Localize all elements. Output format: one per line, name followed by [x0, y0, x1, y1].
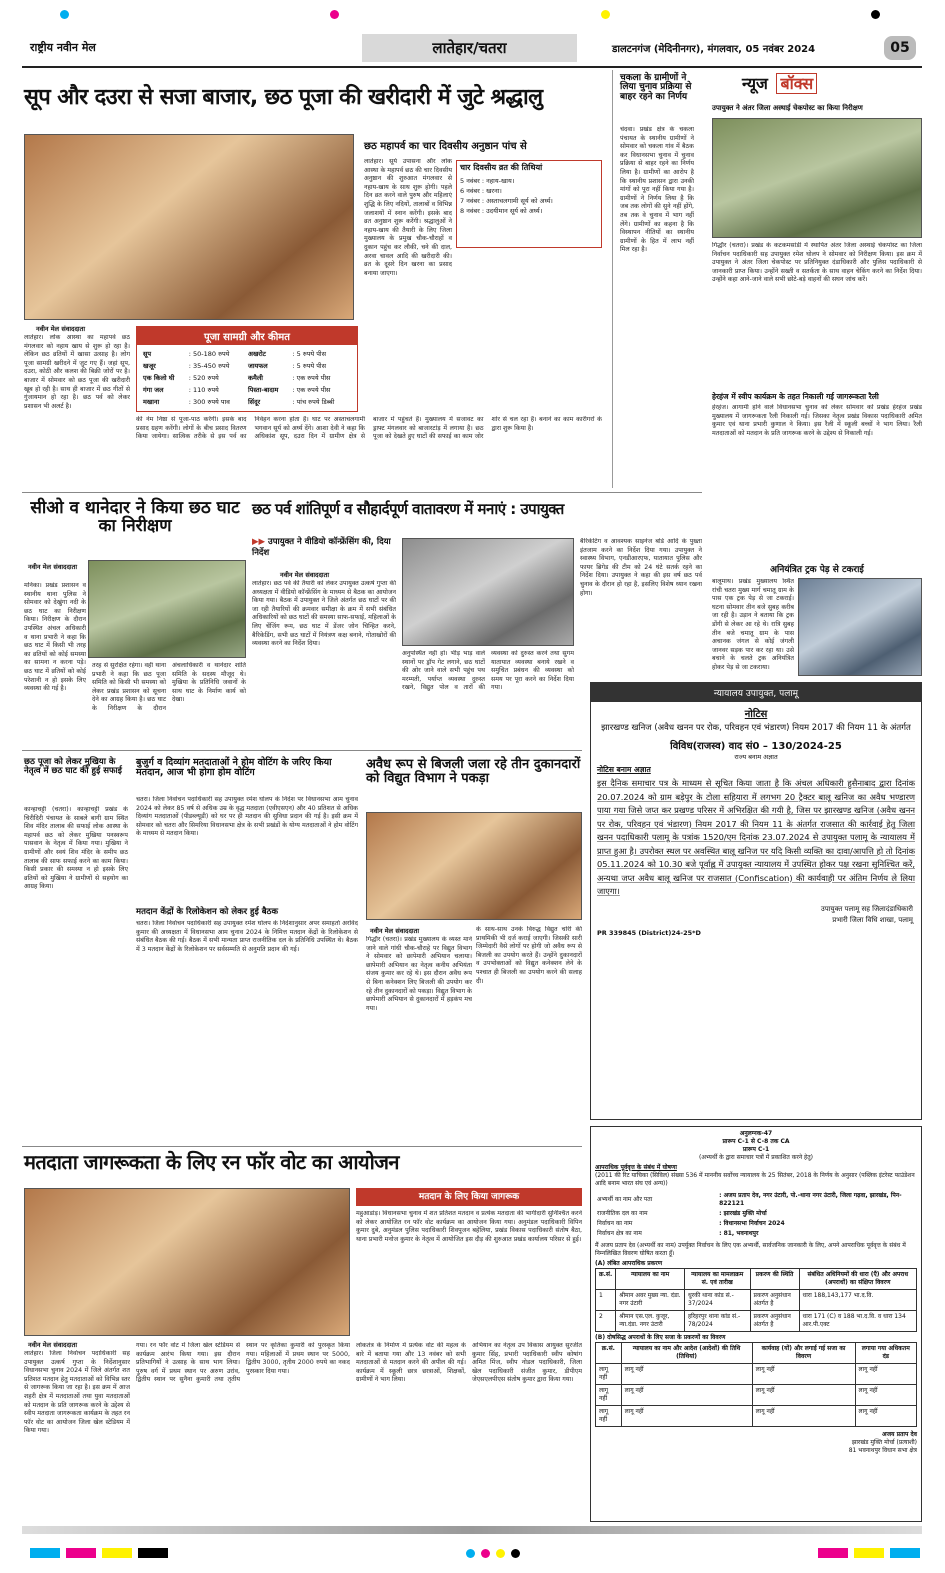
price-row: गंगा जल : 110 रुपये पिस्ता-बादाम : एक रुपये पीस [143, 386, 331, 394]
power-body-2-text: के साथ-साथ उनके विरुद्ध विद्युत चोरी की प्राथमिकी भी दर्ज कराई जाएगी। जिसकी सारी जिम्मेदारी वैसे लोगों पर होगी जो अवैध रूप से बिजली का उपयोग करते हैं। उन्होंने दुकानदारों व उपभोक्ताओं को विद्युत कनेक्शन लेने के पश्चात ही बिजली का उपयोग करने की सलाह दी। [476, 926, 582, 985]
lead-byline: नवीन मेल संवाददाता [36, 325, 85, 333]
magenta-swatch [818, 1548, 848, 1558]
elders-body [136, 796, 358, 904]
page-number: 05 [890, 40, 910, 56]
elders-body-text: चतरा। जिला निर्वाचन पदाधिकारी सह उपायुक्त रमेश घोलप के निर्देश पर विधानसभा आम चुनाव 2024 को लेकर 85 वर्ष से अधिक उम्र के वृद्ध मतदाता (एवीएसएन) और 40 प्रतिशत से अधिक दिव्यांग मतदाताओं (पीडब्ल्यूडी) को घर पर ही मतदान की सुविधा प्रदान की गई है। इसी क्रम में सोमवार को चतरा और सिमरिया विधानसभा क्षेत्र के सभी प्रखंडों के योग्य मतदाताओं ने होम वोटिंग के माध्यम से मतदान किया। [136, 796, 358, 838]
candidate-declaration [590, 1126, 922, 1522]
convictions-table [595, 1342, 917, 1427]
form-b-title: (B) दोषसिद्ध अपराधों के लिए सजा के प्रकरणों का विवरण [595, 1334, 726, 1341]
color-registration-bottom [30, 1548, 920, 1558]
awareness-body-2-text: लोकतंत्र के निर्माण में प्रत्येक वोट की महत्व के बारे में बताया गया और 13 नवंबर को सभी मतदाताओं से मतदान करने की अपील की गई। कार्यक्रम में स्कूली छात्र छात्राओं, शिक्षकों, ग्रामीणों ने भाग लिया। [356, 1342, 466, 1384]
notice-header: न्यायालय उपायुक्त, पलामू [591, 683, 921, 702]
checkpost-photo [712, 118, 922, 238]
power-byline: नवीन मेल संवाददाता [370, 927, 419, 935]
dates-box [456, 160, 602, 248]
rally-body-text: हेरहंज। आगामी होने वाले विधानसभा चुनाव को लेकर सोमवार को प्रखंड हेरहंज प्रखंड मुख्यालय में जागरूकता रैली निकाली गई। जिसका नेतृत्व प्रखंड विकास पदाधिकारी अमित कुमार एवं थाना प्रभारी कुणाल ने किया। इस रैली में स्कूली बच्चों ने भाग लिया। रैली मतदाताओं को मतदान के प्रति जागरूक करने के उद्देश्य से निकाली गई। [712, 404, 922, 437]
notice-sign: उपायुक्त पलामू सह जिलादंडाधिकारी [820, 904, 913, 913]
rally-headline: हेरहंज में स्वीप कार्यक्रम के तहत निकाली गई जागरूकता रैली [712, 392, 879, 401]
power-body-2 [476, 926, 582, 1140]
yellow-swatch [102, 1548, 132, 1558]
form-top-4: (अभ्यर्थी के द्वारा समाचार पत्रों में प्रकाशित करने हेतु) [698, 1154, 813, 1161]
run-for-vote-photo [24, 1188, 350, 1336]
dates-item: 5 नवंबर : नहाय-खाय। [460, 176, 515, 185]
dc-subhead-text: उपायुक्त ने वीडियो कॉन्फ्रेंसिंग की, दिया निर्देश [252, 537, 391, 558]
form-title: आपराधिक पूर्ववृत्त के संबंध में घोषणा [595, 1164, 677, 1171]
table-row: 1 श्रीमान अवर मुख्य न्या. दंडा. नगर उंटारी धुरकी थाना कांड सं.- 37/2024 प्रकरण अनुसंधान अंतर्गत है धारा 188,143,177 भा.द.वि. [596, 1290, 917, 1311]
bottom-strip [22, 1526, 922, 1534]
magenta-swatch [66, 1548, 96, 1558]
market-photo [24, 134, 354, 320]
notice-sub: नोटिस बनाम अज्ञात [597, 765, 651, 774]
black-dot [871, 10, 880, 19]
notice-case: विविध(राजस्व) वाद सं0 – 130/2024-25 [670, 741, 842, 752]
dc-headline: छठ पर्व शांतिपूर्ण व सौहार्दपूर्ण वातावरण में मनाएं : उपायुक्त [252, 500, 564, 518]
masthead-bar [22, 34, 922, 64]
price-row: मखाना : 300 रुपये पाव सिंदूर : पांच रुपये डिब्बी [143, 398, 335, 406]
price-row: खजूर : 35-450 रुपये जायफल : 5 रुपये पीस [143, 362, 327, 370]
table-header: क्र.सं. न्यायालय का नाम न्यायालय का मामलाक्रम सं. एवं तारीख प्रकरण की स्थिति संबंधित अधिनियमों की धारा (एँ) और अपराध (अपराधों) का संक्षिप्त विवरण [596, 1269, 917, 1290]
price-row: एक किलो घी : 520 रुपये कमैली : एक रुपये पीस [143, 374, 331, 382]
magenta-dot [481, 1549, 490, 1558]
chakla-body [620, 126, 694, 482]
table-row: 2 श्रीमान एस.एल. कुजूर, न्या.दंडा. नगर उंटारी हरिहरपुर थाना कांड सं.- 78/2024 प्रकरण अनुसंधान अंतर्गत है धारा 171 (C) व 188 भा.द.वि. व धारा 134 आर.पी.एक्ट [596, 1311, 917, 1332]
awareness-body-2 [356, 1342, 466, 1518]
cyan-swatch [890, 1548, 920, 1558]
price-row: सूप : 50-180 रुपये अखरोट : 5 रुपये पीस [143, 350, 327, 358]
price-box-title: पूजा सामग्री और कीमत [137, 327, 357, 345]
form-intro: (2011 की रिट याचिका (सिविल) संख्या 536 में माननीय सर्वोच्च न्यायालय के 25 सितंबर, 2018 के निर्णय के अनुसार (पब्लिक इंटरेस्ट फाउंडेशन आदि बनाम भारत संघ एवं अन्य)) [595, 1172, 915, 1187]
dc-body-2-text: अनुपस्थित नहीं हो। भीड़ भाड़ वाले स्थानों पर ड्रॉप गेट लगाने, छठ घाटों की ओर जाने वाले सभी पहुंच पथ मरम्मती, पर्याप्त व्यवस्था दुरुस्त रखने, विद्युत पोल व तारों की व्यवस्था को दुरुस्त करने तथा सुगम यातायात व्यवस्था बनाये रखने व समुचित प्रबंधन की व्यवस्था को समय पर पूरा करने का निर्देश दिया गया। [402, 650, 574, 692]
mukhiya-body-text: कान्हाचट्टी (चतरा)। कान्हाचट्टी प्रखंड के चिरीदिरी पंचायत के साबले बागी ग्राम स्थित शिव मंदिर तालाब की सफाई लोक आस्था के महापर्व छठ को लेकर मुखिया पनस्वरूप पासवान के नेतृत्व में किया गया। मुखिया ने ग्रामीणों और स्वयं शिव मंदिर के समीप छठ तालाब की साफ सफाई करने का काम किया। किसी प्रकार की समस्या न हो इसके लिए व्रतियों को मुखिया ने ग्रामीणों से सहयोग का आग्रह किया। [24, 806, 128, 891]
notice-law: झारखण्ड खनिज (अवैध खनन पर रोक, परिवहन एवं भंडारण) नियम 2017 की नियम 11 के अंतर्गत [601, 723, 911, 733]
mid-rule-2 [22, 750, 582, 751]
chakla-headline: चकला के ग्रामीणों ने लिया चुनाव प्रक्रिया से बाहर रहने का निर्णय [620, 73, 692, 102]
chakla-body-text: चंदवा। प्रखंड क्षेत्र के चकला पंचायत के स्थानीय ग्रामीणों ने सोमवार को चकला गांव में बैठक कर विधानसभा चुनाव में चुनाव प्रक्रिया से बाहर रहने का निर्णय लिया है। ग्रामीणों का आरोप है कि स्थानीय प्रशासन द्वारा उनकी मांगों को पूरा नहीं किया गया है। ग्रामीणों ने निर्णय लिया है कि जब तक लोगों की सुने नहीं होंगे, तब तक वे चुनाव में भाग नहीं लेंगे। ग्रामीणों का कहना है कि विस्थापन नीतियों का स्थानीय ग्रामीणों के हित में लाभ नहीं मिल रहा है। [620, 126, 694, 254]
form-sign-2: झारखंड मुक्ति मोर्चा (प्रत्याशी) [851, 1439, 917, 1446]
form-field-row: निर्वाचन का नाम : विधानसभा निर्वाचन 2024 [597, 1220, 785, 1227]
co-headline: सीओ व थानेदार ने किया छठ घाट का निरीक्षण [30, 498, 240, 536]
awareness-body-3 [472, 1342, 582, 1518]
lead-subhead: छठ महापर्व का चार दिवसीय अनुष्ठान पांच से [364, 141, 527, 152]
table-row: लागू नहीं लागू नहीं लागू नहीं लागू नहीं [596, 1364, 917, 1385]
table-row: लागू नहीं लागू नहीं लागू नहीं लागू नहीं [596, 1385, 917, 1406]
form-field-row: अभ्यर्थी का नाम और पता : अजय प्रताप देव, नगर उंटारी, पो.-थाना नगर उंटारी, जिला गढ़वा, झारखंड, पिन- 822121 [597, 1192, 902, 1207]
notice-pr: PR 339845 (District)24-25*D [597, 928, 701, 937]
form-top-1: अनुलग्नक-47 [739, 1130, 773, 1137]
run-body-text: लातेहार। जिला निर्वाचन पदाधिकारी सह उपायुक्त उत्कर्ष गुप्ता के निर्देशानुसार विधानसभा चुनाव 2024 में जिले अंतर्गत शत प्रतिशत मतदान हेतु मतदाताओं को विभिन्न स्तर से जागरूक किया जा रहा है। इस क्रम में आज शहरी क्षेत्र में मतदाताओं तथा युवा मतदाताओं को मतदान के प्रति जागरूक करने के उद्देश्य से स्वीप मतदाता जागरूकता कार्यक्रम के तहत रन फॉर वोट का आयोजन जिला खेल स्टेडियम में किया गया। [24, 1350, 130, 1435]
power-headline: अवैध रूप से बिजली जला रहे तीन दुकानदारों को विद्युत विभाग ने पकड़ा [366, 757, 581, 786]
truck-body [712, 578, 794, 676]
awareness-box [356, 1188, 582, 1206]
mid-rule-3 [22, 1146, 582, 1147]
section-band [362, 34, 577, 62]
lead-sub-body [364, 158, 602, 344]
co-body-2 [92, 662, 246, 742]
header-rule [22, 66, 922, 68]
form-field-row: निर्वाचन क्षेत्र का नाम : 81, भवनाथपुर [597, 1230, 759, 1237]
co-body-2-text: तरह से सुरक्षित रहेगा। वहीं थाना प्रभारी ने कहा कि छठ पूजा समिति को किसी भी समस्या को लेकर प्रखंड प्रशासन को सूचना देने का आग्रह किया है। छठ घाट के निरीक्षण के दौरान अंचलाधिकारी व थानेदार शांति समिति के सदस्य मौजूद थे। मुखिया के प्रतिनिधि जवानों के साथ घाट के निर्माण कार्य को देखा। [92, 662, 246, 712]
price-box [136, 326, 358, 412]
news-box-body [712, 242, 922, 390]
form-sign-1: अजय प्रताप देव [881, 1431, 917, 1438]
awareness-body-3-text: अभियान का नेतृत्व उप विकास आयुक्त सुरजीत कुमार सिंह, प्रभारी पदाधिकारी स्वीप कोषांग अमित मिंज, स्वीप नोडल पदाधिकारी, जिला खेल पदाधिकारी संजीत कुमार, डीपीएम जेएसएलपीएस संतोष कुमार द्वारा किया गया। [472, 1342, 582, 1384]
awareness-body-text: महुआडांड़। विधानसभा चुनाव में शत प्रतिशत मतदान व प्रत्येक मतदाता की भागीदारी सुनिश्चित करने को लेकर आयोजित रन फॉर वोट कार्यक्रम का आयोजन किया गया। अनुमंडल पदाधिकारी विपिन कुमार दुबे, अनुमंडल पुलिस पदाधिकारी शिवपूजन बहेलिया, प्रखंड विकास पदाधिकारी संतोष बैठा, थाना प्रभारी मनोज कुमार के नेतृत्व में आयोजित इस दौड़ की शुरुआत प्रखंड कार्यालय परिसर से हुई। [356, 1210, 582, 1243]
dc-body [252, 580, 396, 744]
run-body-2-text: गया। रन फॉर वोट में जिला खेल स्टेडियम से कार्यक्रम आरंभ किया गया। इस दौरान प्रतिभागियों ने उत्साह के साथ भाग लिया। पुरुष वर्ग में प्रथम स्थान पर अरुण उरांव, द्वितीय स्थान पर सुनैना कुमारी तथा तृतीय स्थान पर कृतिका कुमारी को पुरस्कृत किया गया। महिलाओं में प्रथम स्थान पर 5000, द्वितीय 3000, तृतीय 2000 रुपये का नकद पुरस्कार दिया गया। [136, 1342, 350, 1384]
mukhiya-body [24, 806, 128, 1140]
box-label: बॉक्स [776, 73, 817, 94]
mid-rule-1 [22, 492, 702, 493]
table-header: क्र.सं. न्यायालय का नाम और आदेश (आदेशों) की तिथि (तिथियां) कार्यवाह (यों) और लगाई गई सजा का विवरण लगाया गया अधिकतम दंड [596, 1343, 917, 1364]
form-top-3: प्रारूप C-1 [742, 1146, 770, 1153]
relocation-body [136, 920, 358, 1140]
notice-case-sub: राज्य बनाम अज्ञात [734, 753, 778, 761]
price-table [137, 345, 357, 411]
lead-body-2 [136, 416, 602, 482]
lead-body [24, 334, 130, 482]
dc-body-text: लातेहार। छठ पर्व की तैयारी को लेकर उपायुक्त उत्कर्ष गुप्ता की अध्यक्षता में वीडियो कॉन्फ्रेंसिंग के माध्यम से बैठक का आयोजन किया गया। बैठक में उपायुक्त ने जिले अंतर्गत छठ घाटों पर की जा रही तैयारियों की क्रमवार समीक्षा के क्रम में सभी संबंधित अधिकारियों को छठ घाटों की समस्या साफ-सफाई, महिलाओं के लिए चेंजिंग रूम, छठ घाट में डेंजर जोन चिन्हित करने, बैरिकेडिंग, सभी छठ घाटों में नियंत्रण कक्ष बनाने, गोताखोरों की व्यवस्था करने का निर्देश दिया। [252, 580, 396, 648]
dates-box-title: चार दिवसीय व्रत की तिथियां [460, 163, 543, 172]
black-swatch [138, 1548, 168, 1558]
form-field-row: राजनीतिक दल का नाम : झारखंड मुक्ति मोर्चा [597, 1210, 767, 1217]
mukhiya-headline: छठ पूजा को लेकर मुखिया के नेतृत्व में छठ घाट की हुई सफाई [24, 757, 122, 776]
arrow-icon: ▶▶ [252, 537, 269, 547]
truck-headline: अनियंत्रित ट्रक पेड़ से टकराई [770, 565, 864, 575]
news-box-body-text: गिद्धौर (चतरा)। प्रखंड के कटकमसांडी में स्थापित अंतर जिला अस्थाई चेकपोस्ट का जिला निर्वाचन पदाधिकारी सह उपायुक्त रमेश घोलप ने सोमवार को निरीक्षण किया। इस क्रम में उपायुक्त ने अंतर जिला चेकपोस्ट पर प्रतिनियुक्त दंडाधिकारी और पुलिस पदाधिकारी से जानकारी प्राप्त किया। उन्होंने सख्ती व सतर्कता के साथ वाहन चेकिंग करने का निर्देश दिया। उन्होंने कहा आने-जाने वाले सभी छोटे-बड़े वाहनों की सघन जांच करें। [712, 242, 922, 284]
court-notice [590, 682, 922, 1120]
run-headline: मतदाता जागरूकता के लिए रन फॉर वोट का आयोजन [24, 1150, 399, 1174]
ghat-inspection-photo [88, 560, 246, 658]
form-fields [595, 1190, 917, 1240]
co-byline: नवीन मेल संवाददाता [28, 563, 77, 571]
dc-subhead [252, 536, 402, 558]
table-row: लागू नहीं लागू नहीं लागू नहीं लागू नहीं [596, 1406, 917, 1427]
masthead: राष्ट्रीय नवीन मेल [30, 41, 96, 54]
awareness-title: मतदान के लिए किया जागरूक [357, 1189, 581, 1205]
dc-byline: नवीन मेल संवाददाता [280, 571, 329, 579]
form-a-title: (A) लंबित आपराधिक प्रकरण [595, 1260, 663, 1267]
lead-headline: सूप और दउरा से सजा बाजार, छठ पूजा की खरीदारी में जुटे श्रद्धालु [24, 85, 543, 110]
truck-photo [798, 578, 922, 676]
notice-title: नोटिस [744, 709, 768, 720]
lead-sub-body-text: लातेहार। सूर्य उपासना और लोक आस्था के महापर्व छठ की चार दिवसीय अनुष्ठान की शुरुआत मंगलवार से नहाय-खाय के साथ शुरू होगी। पहले दिन व्रत करने वाले पुरुष और महिलाएं शुद्धि के लिए नदियों, तालाबों व विभिन्न जलाशयों में स्नान करेंगी। इसके बाद व्रत अनुष्ठान शुरू करेंगी। श्रद्धालुओं ने नहाय-खाय की तैयारी के लिए जिला मुख्यालय के प्रमुख चौक-चौराहों व दुकान पहुंच कर लौकी, चने की दाल, अरवा चावल आदि की खरीदारी की। व्रत के दूसरे दिन खरना का प्रसाद बनाया जाएगा। [364, 158, 452, 277]
rally-body [712, 404, 922, 554]
form-top-2: प्रारूप C-1 से C-8 तक CA [722, 1138, 790, 1145]
awareness-body [356, 1210, 582, 1338]
truck-body-text: बालूमाथ। प्रखंड मुख्यालय स्थित रांची चतरा मुख्य मार्ग चमातू ग्राम के पास एक ट्रक पेड़ से जा टकराई। घटना सोमवार तीन बजे सुबह करीब जा रही है। उड़ान ने बताया कि ट्रक डोंगी से लेकर आ रहे थे। रात्रि सुबह तीन बजे चमातू ग्राम के पास अचानक जंगल से कोई जंगली जानवर सड़क पार कर रहा था। उसे बचाने के चलते ट्रक अनियंत्रित होकर पेड़ से जा टकराया। [712, 578, 794, 671]
pending-cases-table [595, 1268, 917, 1332]
magenta-dot [330, 10, 339, 19]
yellow-dot [496, 1549, 505, 1558]
black-dot [511, 1549, 520, 1558]
right-col-divider [612, 70, 613, 488]
yellow-swatch [854, 1548, 884, 1558]
news-label: न्यूज [742, 74, 768, 93]
dc-body-3-text: बैरिकेटिंग व आवश्यक साइनेज बोर्ड आदि के पुख्ता इंतजाम करने का निर्देश दिया गया। उपायुक्त ने स्वास्थ्य विभाग, एनडीआरएफ, यातायात पुलिस और फायर ब्रिगेड की टीम को 24 घंटे सतर्क रहने का निर्देश दिया। उपायुक्त ने कहा की इस वर्ष छठ पर्व चुनाव के दौरान हो रहा है, इसलिए विशेष ध्यान रखना होगा। [580, 538, 702, 597]
power-body [366, 936, 472, 1140]
cyan-swatch [30, 1548, 60, 1558]
co-body [24, 582, 86, 742]
dates-item: 6 नवंबर : खरना। [460, 186, 502, 195]
elders-headline: बुजुर्ग व दिव्यांग मतदाताओं ने होम वोटिंग के जरिए किया मतदान, आज भी होगा होम वोटिंग [136, 757, 332, 778]
news-box-label [742, 72, 817, 94]
section-title: लातेहार/चतरा [432, 39, 507, 57]
dateline: डालटनगंज (मेदिनीनगर), मंगलवार, 05 नवंबर 2024 [612, 44, 816, 55]
lead-body-text: लातेहार। लोक आस्था का महापर्व छठ मंगलवार को नहाय खाय से शुरू हो रहा है। लेकिन छठ व्रतियों में खासा उत्साह है। लोग पूजा सामग्री खरीदने में जुट गए हैं। जहां सूप, दउरा, कोठी और कलश की बिक्री जोरों पर है। बाजार में सोमवार को छठ पूजा की खरीदारी खूब हो रही है। साथ ही बाजार में छठ गीतों से गुंजायमान हो रहा है। छठ पर्व को लेकर प्रशासन भी अलर्ट है। [24, 334, 130, 410]
run-body-2 [136, 1342, 350, 1518]
yellow-dot [601, 10, 610, 19]
dates-item: 8 नवंबर : उदयीमान सूर्य को अर्घ्य। [460, 206, 543, 215]
cyan-dot [466, 1549, 475, 1558]
power-body-text: गिद्धौर (चतरा)। प्रखंड मुख्यालय के व्यस्त माने जाने वाले गांधी चौक-चौराहे पर विद्युत विभाग ने सोमवार को छापेमारी अभियान चलाया। छापेमारी अभियान का नेतृत्व कनीय अभियंता संजय कुमार कर रहे थे। इस दौरान अवैध रूप से बिना कनेक्शन लिए बिजली की उपयोग कर रहे तीन दुकानदारों को पकड़ा। विद्युत विभाग के छापेमारी अभियान से दुकानदारों में हड़कंप मच गया। [366, 936, 472, 1012]
notice-body: इस दैनिक समाचार पत्र के माध्यम से सूचित किया जाता है कि अंचल अधिकारी हुसैनाबाद द्वारा दिनांक 20.07.2024 को ग्राम बड़ेपुर के टोला सहियारा में लगभग 20 ट्रैक्टर बालू खनिज का अवैध भण्डारण पाया गया जिसे जप्त कर प्रखण्ड परिसर में अभिरक्षित की गयी है, जिस पर झारखण्ड खनिज (अवैध खनन पर रोक, परिवहन एवं भंडारण) नियम 2017 की नियम 11 के अंतर्गत राजसात की कार्रवाई हेतु जिला खनन पदाधिकारी पलामू के पत्रांक 1520/एम दिनांक 23.07.2024 से उपायुक्त पलामू के न्यायालय में प्राप्त हुआ है। उपरोक्त स्थल पर अवस्थित बालू खनिज पर यदि किसी व्यक्ति का दावा/आपत्ति हो तो दिनांक 05.11.2024 को 10.30 बजे पूर्वाह्न में उपायुक्त न्यायालय में उपस्थित होकर पक्ष रखना सुनिश्चित करें, अन्यथा जप्त अवैध बालू खनिज पर राजसात (Confiscation) की कार्यवाही पर अंतिम निर्णय ले लिया जाएगा। [597, 778, 915, 896]
dc-body-2 [402, 650, 574, 744]
dates-item: 7 नवंबर : अस्ताचलगामी सूर्य को अर्घ्य। [460, 196, 553, 205]
page-number-badge [884, 36, 916, 60]
lead-body-2-text: की नेम निष्ठा से पूजा-पाठ करेंगी। इसके बाद प्रसाद ग्रहण करेंगी। लोगों के बीच प्रसाद वितरण किया जायेगा। सात्विक तरीके से इस पर्व का निर्वहन करना होता है। घाट पर अस्ताचलगामी भगवान सूर्य को अर्घ्य देंगे। आशा देवी ने कहा कि अधिकांश सूप, दउरा दिन में ग्रामीण क्षेत्र से बाजार में पहुंचते हैं। मुख्यालय में सजावट का ड्राफ्ट मंगलवार को बाजारटांड़ में लगाया है। छठ पूजा को देखते हुए घाटों की सफाई का काम जोर शोर से चल रहा है। बनाने का काम कारीगरों के द्वारा शुरू किया है। [136, 416, 602, 441]
co-body-text: मनिका। प्रखंड प्रशासन व स्थानीय थाना पुलिस ने सोमवार को देखुंगा नदी के छठ घाट का निरीक्षण किया। निरीक्षण के दौरान उपस्थित अंचल अधिकारी व थाना प्रभारी ने कहा कि छठ घाट में किसी भी तरह का व्रतियों को कोई समस्या का सामना न करना पड़े। छठ घाट में व्रतियों को कोई परेशानी न हो इसके लिए व्यवस्था की गई है। [24, 582, 86, 693]
run-byline: नवीन मेल संवाददाता [28, 1341, 77, 1349]
video-conference-photo [402, 538, 574, 646]
run-body [24, 1350, 130, 1518]
color-registration-top [60, 10, 880, 19]
cyan-dot [60, 10, 69, 19]
form-declaration: मैं अजय प्रताप देव (अभ्यर्थी का नाम) उपर्युक्त निर्वाचन के लिए एक अभ्यर्थी, सार्वजनिक जानकारी के लिए, अपने आपराधिक पूर्ववृत्त के संबंध में निम्नलिखित विवरण घोषित करता हूँ। [595, 1242, 906, 1257]
relocation-body-text: चतरा। जिला निर्वाचन पदाधिकारी सह उपायुक्त रमेश घोलप के निर्देशानुसार अपर समाहर्ता अरविंद कुमार की अध्यक्षता में विधानसभा आम चुनाव 2024 के निमित्त मतदान केंद्रों के रिलोकेशन से संबंधित बैठक की गई। बैठक में सभी मान्यता प्राप्त राजनीतिक दल के प्रतिनिधि उपस्थित थे। बैठक में 3 मतदान केंद्रों के रिलोकेशन पर सर्वसम्मति से अनुमति प्रदान की गई। [136, 920, 358, 953]
notice-sign-2: प्रभारी जिला विधि शाखा, पलामू [832, 915, 913, 924]
news-box-sub: उपायुक्त ने अंतर जिला अस्थाई चेकपोस्ट का किया निरीक्षण [712, 104, 863, 112]
form-sign-3: 81 भवनाथपुर विधान सभा क्षेत्र [848, 1447, 917, 1454]
relocation-subhead: मतदान केंद्रों के रिलोकेशन को लेकर हुई बैठक [136, 907, 279, 917]
power-theft-photo [366, 812, 582, 920]
